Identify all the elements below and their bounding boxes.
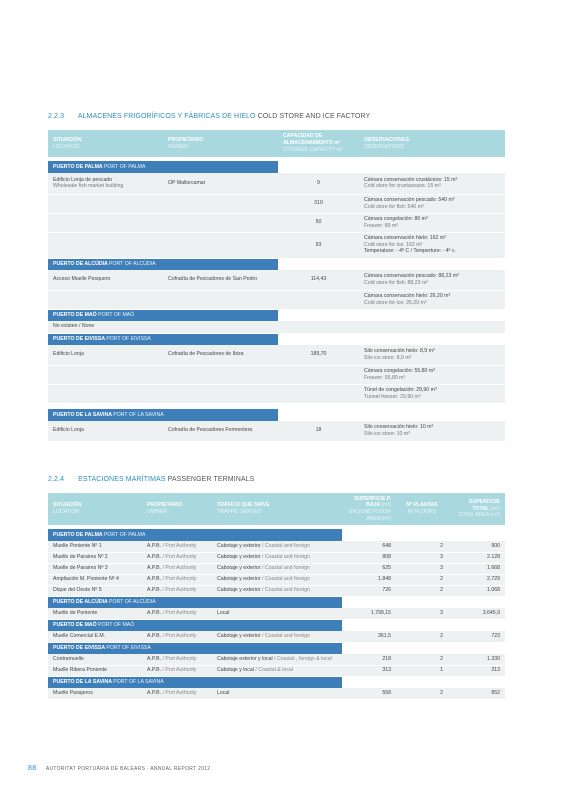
table-row: 50 Cámara congelación: 80 m³ Freezer: 80 m³ — [48, 213, 505, 232]
section-number: 2.2.4 — [48, 476, 65, 483]
table-row: 93 Cámara conservación hielo: 162 m³ Cold store for ice: 162 m³ Temperature: - 4º C / Temperture: - 4º c. — [48, 232, 505, 258]
table-row: Muelle Pasajeros A.P.B. / Port Authority Local 558 2 852 — [48, 688, 505, 699]
section-title-en: COLD STORE AND ICE FACTORY — [257, 113, 371, 120]
table-header-row — [48, 130, 505, 157]
cold-store-table — [48, 130, 505, 442]
port-header-eivissa: PUERTO DE EIVISSA PORT OF EIVISSA — [48, 333, 505, 345]
port-header-savina: PUERTO DE LA SAVINA PORT OF LA SAVINA — [48, 676, 505, 688]
table-header-row — [48, 493, 505, 525]
header-ground-area: SUPERFICIE P. BAJA (m²) GROUND FLOOR AREA (m²) — [342, 493, 396, 525]
table-row: Muelle de Poniente A.P.B. / Port Authority Local 1.799,15 3 3.645,9 — [48, 608, 505, 619]
table-row: No existen / None — [48, 321, 505, 333]
header-owner: PROPIETARIO OWNER — [163, 130, 278, 157]
port-header-mao: PUERTO DE MAÓ PORT OF MAÓ — [48, 309, 505, 321]
table-row: Ampliación M. Poniente Nº 4 A.P.B. / Port Authority Cabotaje y exterior / Coastal and foreign 1.848 2 2.729 — [48, 574, 505, 585]
section-title-passenger-terminals — [48, 476, 254, 483]
port-header-alcudia: PUERTO DE ALCÚDIA PORT OF ALCÚDIA — [48, 258, 505, 270]
table-row: Muelle de Paraires Nº 2 A.P.B. / Port Authority Cabotaje y exterior / Coastal and foreign 808 3 2.128 — [48, 552, 505, 563]
table-row: Cámara congelación: 55,80 m³ Freezer: 55,80 m³ — [48, 365, 505, 384]
table-row: Contramuelle A.P.B. / Port Authority Cabotaje exterior y local / Coastal , foreign & local 218 2 1.330 — [48, 654, 505, 665]
header-location: SITUACIÓN LOCATION — [48, 493, 142, 525]
header-observations: OBSERVACIONES OBSERVATIONS — [359, 130, 505, 157]
port-header-eivissa: PUERTO DE EIVISSA PORT OF EIVISSA — [48, 642, 505, 654]
port-header-palma: PUERTO DE PALMA PORT OF PALMA — [48, 161, 505, 173]
passenger-terminals-table — [48, 493, 505, 700]
table-row: Muelle Ribera Poniente A.P.B. / Port Authority Cabotaje y local / Coastal & local 313 1 313 — [48, 665, 505, 676]
section-number: 2.2.3 — [48, 113, 65, 120]
section-title-es: ALMACENES FRIGORÍFICOS Y FÁBRICAS DE HIELO — [77, 113, 256, 120]
header-floors: Nº PLANTAS Nº FLOORS — [396, 493, 448, 525]
section-title-cold-store — [48, 113, 370, 120]
page-footer — [28, 765, 210, 772]
table-row: Dique del Oeste Nº 5 A.P.B. / Port Authority Cabotaje y exterior / Coastal and foreign 726 2 1.068 — [48, 585, 505, 596]
table-row: Acceso Muelle Pesquero Cofradía de Pescadores de San Pedro 114,43 Cámara conservación pescado: 88,23 m³ Cold store for fish: 88,23 m³ — [48, 270, 505, 290]
port-header-mao: PUERTO DE MAÓ PORT OF MAÓ — [48, 619, 505, 631]
page-number: 88 — [28, 765, 37, 772]
port-header-alcudia: PUERTO DE ALCÚDIA PORT OF ALCÚDIA — [48, 596, 505, 608]
table-row: Muelle Comercial E.M. A.P.B. / Port Authority Cabotaje y exterior / Coastal and foreign 361,5 2 723 — [48, 631, 505, 642]
footer-text: AUTORITAT PORTUÀRIA DE BALEARS · ANNUAL REPORT 2012 — [45, 766, 211, 772]
table-row: 310 Cámara conservación pescado: 540 m³ Cold store for fish: 540 m³ — [48, 194, 505, 213]
header-location: SITUACIÓN LOCATION — [48, 130, 163, 157]
section-title-es: ESTACIONES MARÍTIMAS — [78, 476, 166, 483]
port-header-palma: PUERTO DE PALMA PORT OF PALMA — [48, 529, 505, 541]
header-capacity: CAPACIDAD DE ALMACENAMIENTO m³ STORAGE CAPACITY m³ — [278, 130, 359, 157]
table-row: Cámara conservación hielo: 26,20 m³ Cold store for ice: 26,20 m³ — [48, 290, 505, 309]
table-row: Edificio Lonja Cofradía de Pescadores Formentera 18 Silo conservación hielo: 10 m³ Silo ice store: 10 m³ — [48, 421, 505, 441]
table-row: Edificio Lonja Cofradía de Pescadores de Ibiza 189,70 Silo conservación hielo: 8,9 m³ Silo ice store: 8,9 m³ — [48, 345, 505, 365]
header-total-area: SUPERFICIE TOTAL (m²) TOTAL AREA (m²) — [448, 493, 505, 525]
table-row: Edificio Lonja de pescado Wholesale fish market building OP Mallorcamar 9 Cámara conservación crustáceos: 15 m³ Cold store for crustaceans: 15 m³ — [48, 173, 505, 194]
table-row: Muelle de Paraires Nº 3 A.P.B. / Port Authority Cabotaje y exterior / Coastal and foreign 625 3 1.668 — [48, 563, 505, 574]
section-title-en: PASSENGER TERMINALS — [167, 476, 255, 483]
table-row: Muelle Poniente Nº 1 A.P.B. / Port Authority Cabotaje y exterior / Coastal and foreign 648 2 900 — [48, 541, 505, 552]
header-owner: PROPIETARIO OWNER — [142, 493, 212, 525]
header-traffic: TRÁFICO QUE SIRVE TRAFFIC SERVED — [212, 493, 342, 525]
table-row: Túnel de congelación: 29,90 m³ Tunnel freezer: 29,90 m³ — [48, 384, 505, 403]
port-header-savina: PUERTO DE LA SAVINA PORT OF LA SAVINA — [48, 409, 505, 421]
